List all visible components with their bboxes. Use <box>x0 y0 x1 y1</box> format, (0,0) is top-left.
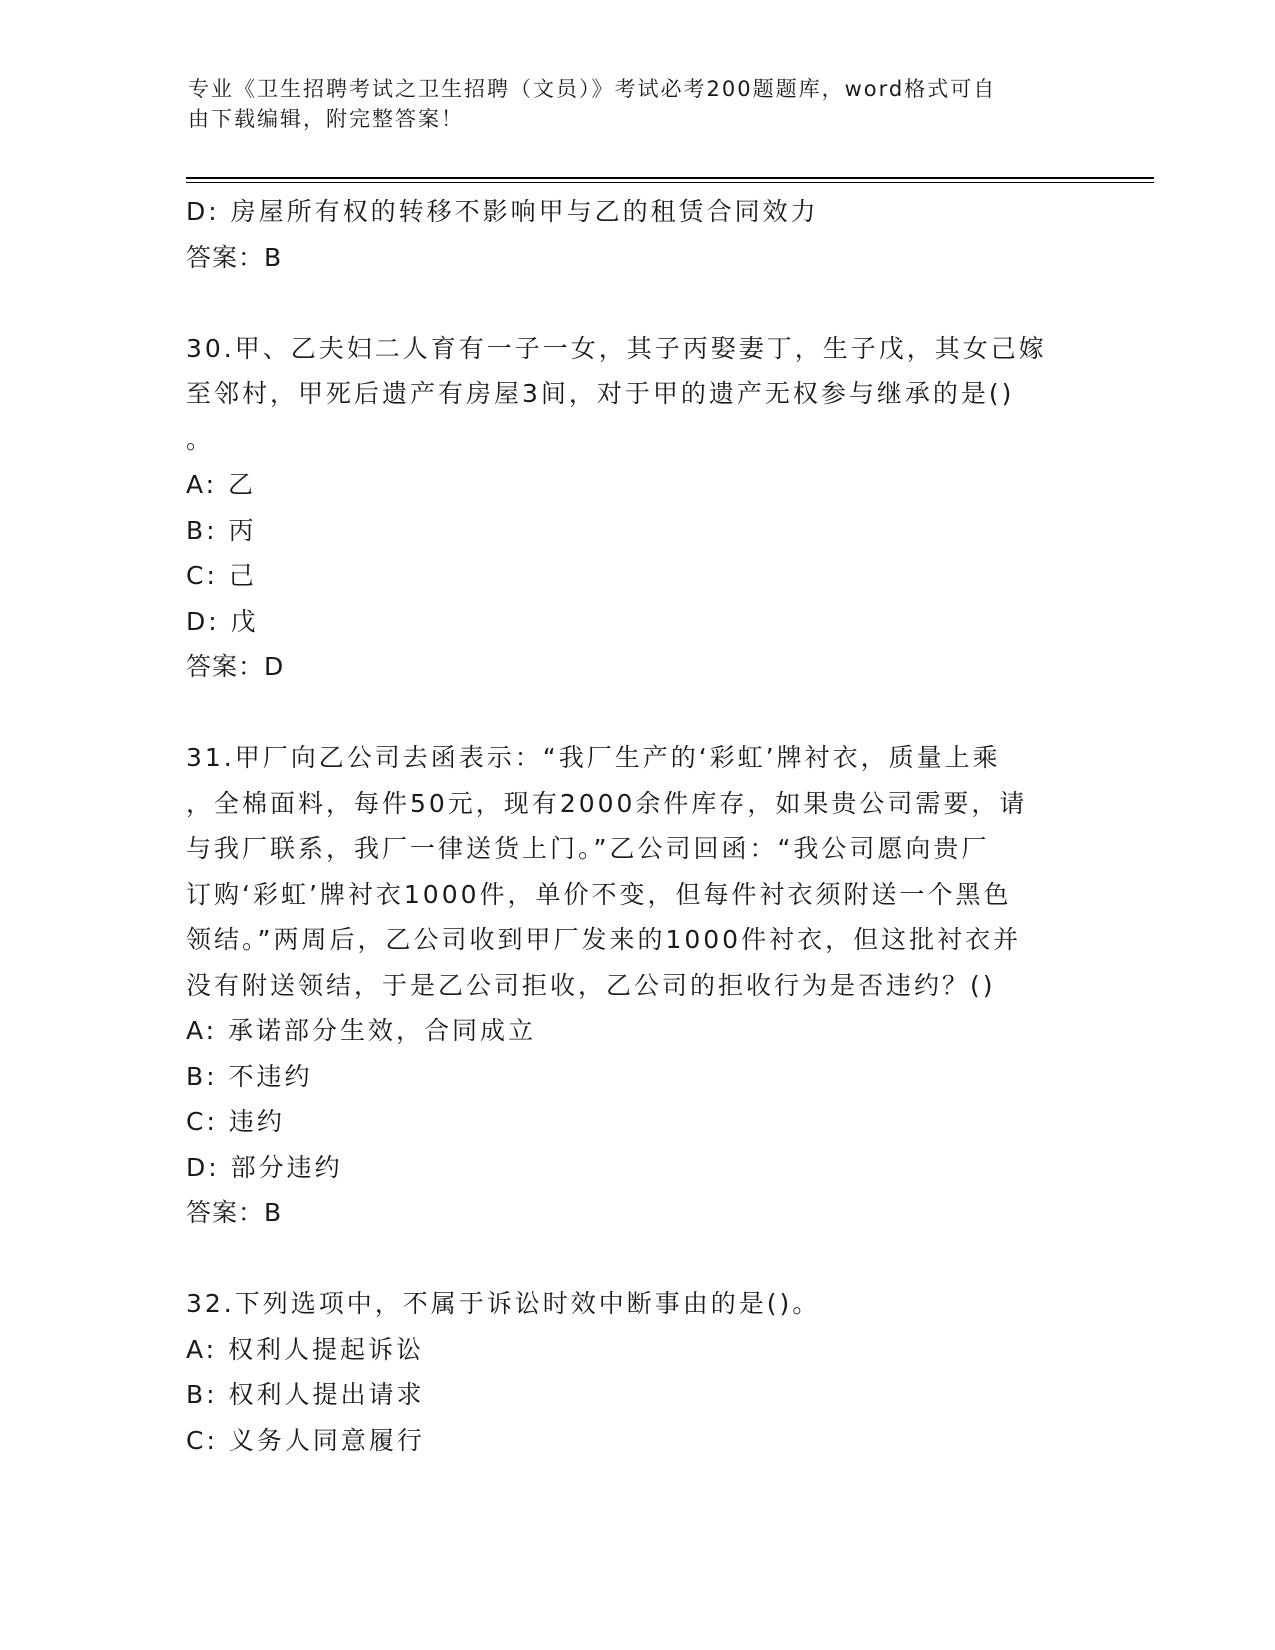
header-line-1: 专业《卫生招聘考试之卫生招聘（文员）》考试必考200题题库，word格式可自 <box>188 77 997 101</box>
question-stem-line: 与我厂联系，我厂一律送货上门。”乙公司回函：“我公司愿向贵厂 <box>186 834 990 863</box>
question-stem-line: 。 <box>186 424 215 454</box>
header-divider-thin <box>186 182 1154 183</box>
question-stem-line: 领结。”两周后，乙公司收到甲厂发来的1000件衬衣，但这批衬衣并 <box>186 925 1022 954</box>
question-stem-line: 没有附送领结，于是乙公司拒收，乙公司的拒收行为是否违约？() <box>186 970 996 1000</box>
option-d: D: 部分违约 <box>186 1152 343 1182</box>
option-c: C: 违约 <box>186 1107 285 1136</box>
option-b: B: 丙 <box>186 515 257 545</box>
option-b: B: 不违约 <box>186 1061 313 1091</box>
question-30 <box>186 326 1086 690</box>
question-stem-line: 32.下列选项中，不属于诉讼时效中断事由的是()。 <box>186 1289 821 1318</box>
document-header <box>188 74 1068 134</box>
option-d: D: 戊 <box>186 606 259 636</box>
answer-line: 答案：B <box>186 242 283 272</box>
question-stem-line: ，全棉面料，每件50元，现有2000余件库存，如果贵公司需要，请 <box>186 788 1028 818</box>
header-line-2: 由下载编辑，附完整答案！ <box>188 107 464 131</box>
option-c: C: 义务人同意履行 <box>186 1425 425 1455</box>
document-body <box>186 189 1086 1463</box>
option-d: D: 房屋所有权的转移不影响甲与乙的租赁合同效力 <box>186 197 819 226</box>
option-a: A: 乙 <box>186 470 257 499</box>
question-stem-line: 31.甲厂向乙公司去函表示：“我厂生产的‘彩虹’牌衬衣，质量上乘 <box>186 743 1001 772</box>
option-a: A: 承诺部分生效，合同成立 <box>186 1016 537 1045</box>
question-stem-line: 30.甲、乙夫妇二人育有一子一女，其子丙娶妻丁，生子戊，其女己嫁 <box>186 333 1047 363</box>
option-c: C: 己 <box>186 561 257 590</box>
option-a: A: 权利人提起诉讼 <box>186 1334 425 1364</box>
option-b: B: 权利人提出请求 <box>186 1380 425 1409</box>
header-divider-thick <box>186 177 1154 179</box>
question-stem-line: 订购‘彩虹’牌衬衣1000件，单价不变，但每件衬衣须附送一个黑色 <box>186 879 1012 909</box>
answer-line: 答案：D <box>186 652 285 681</box>
question-32 <box>186 1281 1086 1463</box>
question-stem-line: 至邻村，甲死后遗产有房屋3间，对于甲的遗产无权参与继承的是() <box>186 379 1015 408</box>
answer-line: 答案：B <box>186 1198 283 1227</box>
question-31 <box>186 735 1086 1236</box>
